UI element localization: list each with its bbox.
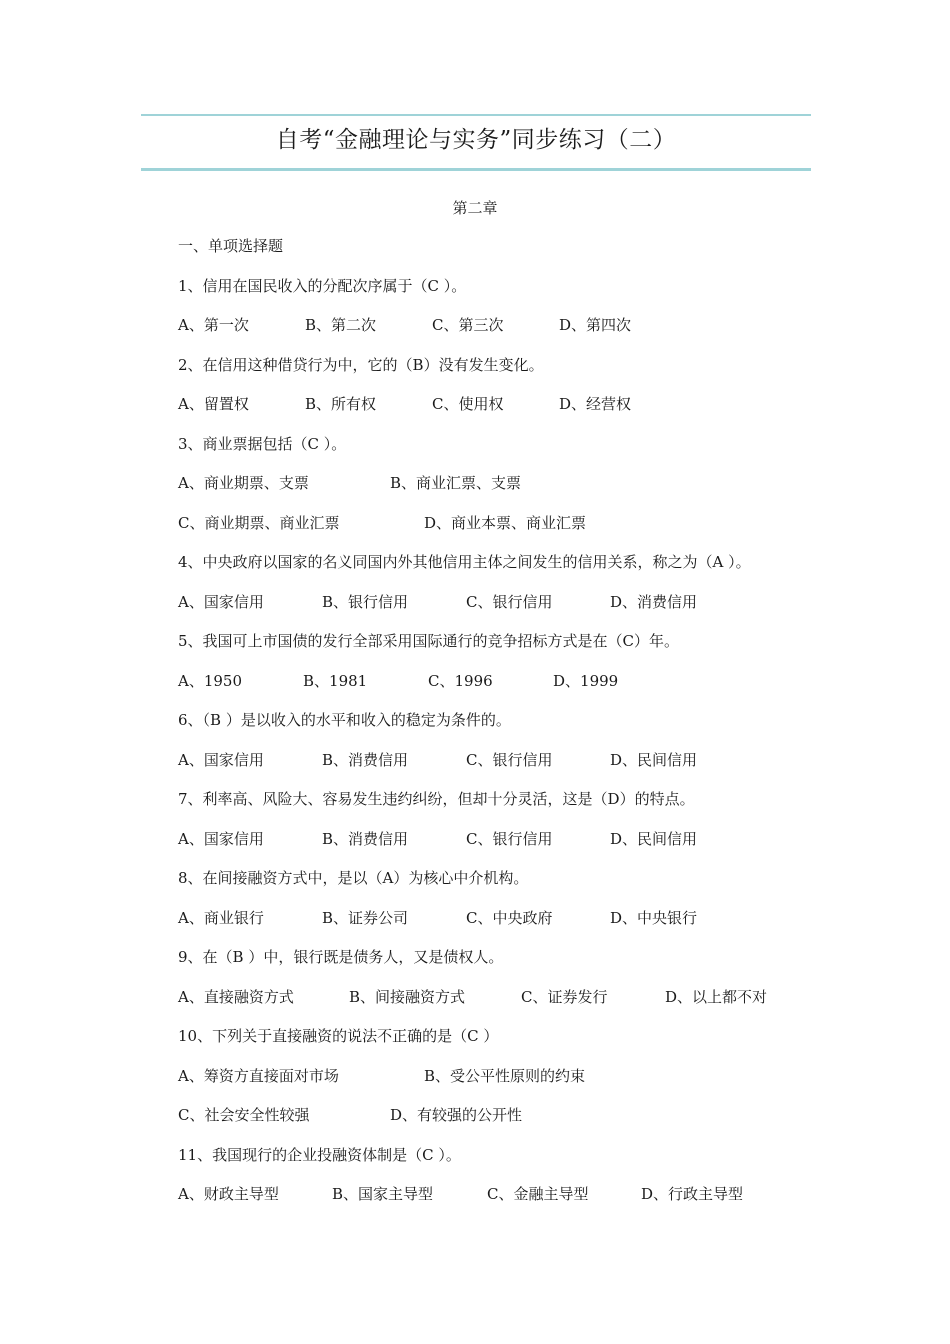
q1-option-c: C、第三次 [432, 316, 504, 334]
chapter-heading: 第二章 [452, 199, 498, 217]
q4-option-d: D、消费信用 [610, 593, 698, 611]
section-heading: 一、单项选择题 [178, 237, 284, 255]
q3-option-d: D、商业本票、商业汇票 [424, 514, 587, 532]
question-11: 11、我国现行的企业投融资体制是（C ）。 [178, 1146, 461, 1164]
question-8: 8、在间接融资方式中，是以（A）为核心中介机构。 [178, 869, 529, 887]
title-box [141, 114, 811, 171]
q3-option-c: C、商业期票、商业汇票 [178, 514, 340, 532]
q4-option-c: C、银行信用 [466, 593, 553, 611]
q7-option-b: B、消费信用 [322, 830, 409, 848]
q8-option-d: D、中央银行 [610, 909, 698, 927]
question-5: 5、我国可上市国债的发行全部采用国际通行的竞争招标方式是在（C）年。 [178, 632, 680, 650]
q7-option-a: A、国家信用 [178, 830, 264, 848]
q7-option-d: D、民间信用 [610, 830, 698, 848]
q1-option-d: D、第四次 [559, 316, 632, 334]
q2-option-a: A、留置权 [178, 395, 249, 413]
q6-option-b: B、消费信用 [322, 751, 409, 769]
q9-option-b: B、间接融资方式 [349, 988, 466, 1006]
q4-option-a: A、国家信用 [178, 593, 264, 611]
question-6: 6、（B ）是以收入的水平和收入的稳定为条件的。 [178, 711, 511, 729]
q10-option-d: D、有较强的公开性 [390, 1106, 523, 1124]
q5-option-b: B、1981 [303, 672, 368, 690]
q6-option-d: D、民间信用 [610, 751, 698, 769]
q9-option-a: A、直接融资方式 [178, 988, 294, 1006]
q2-option-b: B、所有权 [305, 395, 377, 413]
q10-option-c: C、社会安全性较强 [178, 1106, 310, 1124]
q2-option-c: C、使用权 [432, 395, 504, 413]
question-4: 4、中央政府以国家的名义同国内外其他信用主体之间发生的信用关系，称之为（A ）。 [178, 553, 751, 571]
q7-option-c: C、银行信用 [466, 830, 553, 848]
question-7: 7、利率高、风险大、容易发生违约纠纷，但却十分灵活，这是（D）的特点。 [178, 790, 695, 808]
q1-option-b: B、第二次 [305, 316, 377, 334]
q5-option-d: D、1999 [553, 672, 619, 690]
q6-option-a: A、国家信用 [178, 751, 264, 769]
question-3: 3、商业票据包括（C ）。 [178, 435, 347, 453]
q9-option-d: D、以上都不对 [665, 988, 768, 1006]
question-2: 2、在信用这种借贷行为中，它的（B）没有发生变化。 [178, 356, 544, 374]
q11-option-c: C、金融主导型 [487, 1185, 589, 1203]
q3-option-a: A、商业期票、支票 [178, 474, 309, 492]
q8-option-a: A、商业银行 [178, 909, 264, 927]
q10-option-a: A、筹资方直接面对市场 [178, 1067, 339, 1085]
page-title: 自考“金融理论与实务”同步练习（二） [275, 127, 677, 153]
question-1: 1、信用在国民收入的分配次序属于（C ）。 [178, 277, 467, 295]
q1-option-a: A、第一次 [178, 316, 249, 334]
q11-option-b: B、国家主导型 [332, 1185, 434, 1203]
q8-option-b: B、证券公司 [322, 909, 409, 927]
q6-option-c: C、银行信用 [466, 751, 553, 769]
q2-option-d: D、经营权 [559, 395, 632, 413]
q3-option-b: B、商业汇票、支票 [390, 474, 522, 492]
q11-option-d: D、行政主导型 [641, 1185, 744, 1203]
q9-option-c: C、证券发行 [521, 988, 608, 1006]
question-9: 9、在（B ）中，银行既是债务人，又是债权人。 [178, 948, 504, 966]
q5-option-a: A、1950 [178, 672, 243, 690]
q11-option-a: A、财政主导型 [178, 1185, 279, 1203]
question-10: 10、下列关于直接融资的说法不正确的是（C ） [178, 1027, 499, 1045]
q10-option-b: B、受公平性原则的约束 [424, 1067, 586, 1085]
q5-option-c: C、1996 [428, 672, 493, 690]
q8-option-c: C、中央政府 [466, 909, 553, 927]
q4-option-b: B、银行信用 [322, 593, 409, 611]
